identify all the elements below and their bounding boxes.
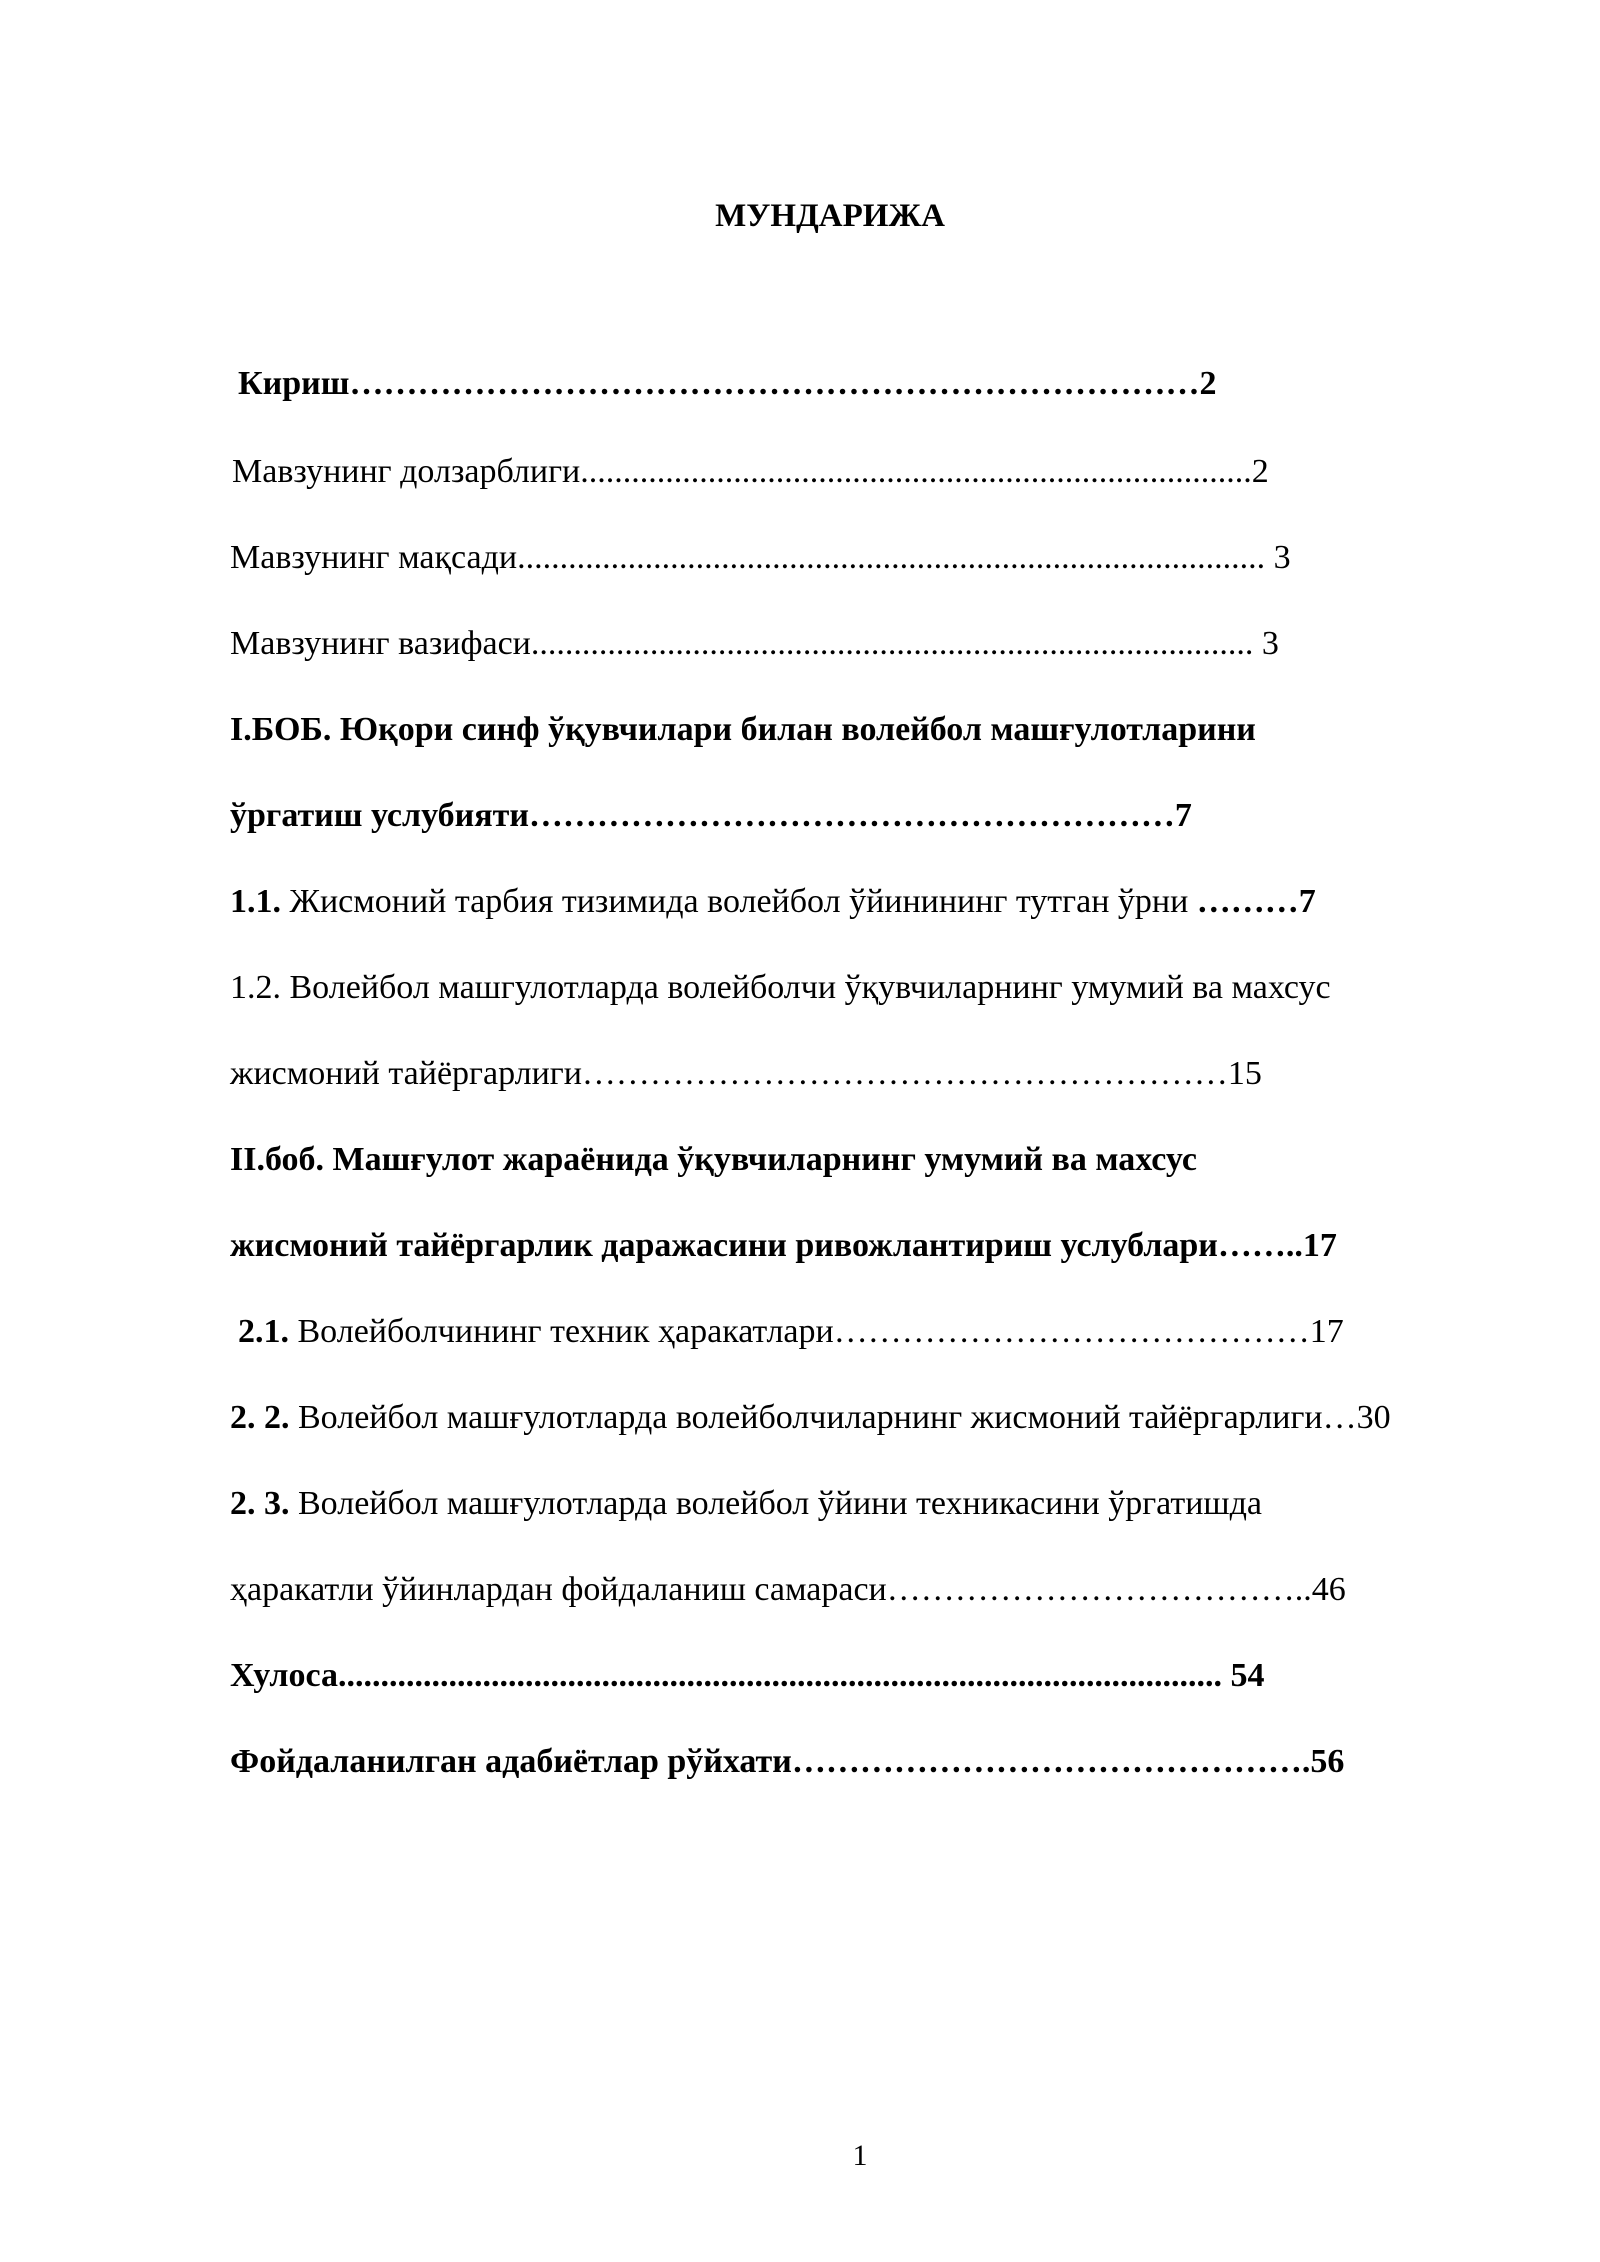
toc-entry-section-2-3-line2: ҳаракатли ўйинлардан фойдаланиш самараси………………………………..46 (230, 1571, 1346, 1608)
toc-entry-references: Фойдаланилган адабиётлар рўйхати……………………………………….56 (230, 1743, 1345, 1780)
toc-entry-purpose: Мавзунинг мақсади........................................................................................ 3 (230, 539, 1291, 576)
toc-entry-intro: Кириш…………………………………………………………………2 (238, 365, 1217, 402)
section-title: Волейболчининг техник ҳаракатлари……………………………………17 (289, 1313, 1344, 1350)
section-page: ………7 (1196, 883, 1316, 920)
section-number: 2.1. (238, 1313, 289, 1350)
toc-entry-chapter2-line2: жисмоний тайёргарлик даражасини ривожлантириш услублари……..17 (230, 1227, 1337, 1264)
toc-entry-section-2-2 (230, 1398, 1391, 1438)
section-title: Жисмоний тарбия тизимида волейбол ўйинининг тутган ўрни (281, 883, 1197, 920)
toc-entry-section-1-1 (230, 882, 1316, 922)
toc-entry-chapter1-line1: I.БОБ. Юқори синф ўқувчилари билан волейбол машғулотларини (230, 711, 1256, 748)
page-title: МУНДАРИЖА (715, 198, 945, 234)
toc-entry-tasks: Мавзунинг вазифаси..................................................................................... 3 (230, 625, 1279, 662)
toc-entry-section-2-3-line1 (230, 1484, 1262, 1524)
section-number: 2. 3. (230, 1485, 290, 1522)
toc-entry-conclusion: Хулоса........................................................................................................ 54 (230, 1657, 1265, 1694)
toc-entry-relevance: Мавзунинг долзарблиги...............................................................................2 (232, 453, 1269, 490)
section-number: 2. 2. (230, 1399, 290, 1436)
toc-entry-section-1-2-line1: 1.2. Волейбол машгулотларда волейболчи ўқувчиларнинг умумий ва махсус (230, 969, 1331, 1006)
toc-entry-chapter2-line1: II.боб. Машғулот жараёнида ўқувчиларнинг умумий ва махсус (230, 1141, 1197, 1178)
section-number: 1.1. (230, 883, 281, 920)
toc-entry-chapter1-line2: ўргатиш услубияти…………………………………………………7 (230, 797, 1192, 834)
toc-entry-section-1-2-line2: жисмоний тайёргарлиги…………………………………………………15 (230, 1055, 1262, 1092)
section-title: Волейбол машғулотларда волейболчиларнинг жисмоний тайёргарлиги…30 (289, 1399, 1391, 1436)
section-title: Волейбол машғулотларда волейбол ўйини техникасини ўргатишда (289, 1485, 1263, 1522)
toc-entry-section-2-1 (238, 1312, 1344, 1352)
page-number: 1 (852, 2139, 868, 2172)
